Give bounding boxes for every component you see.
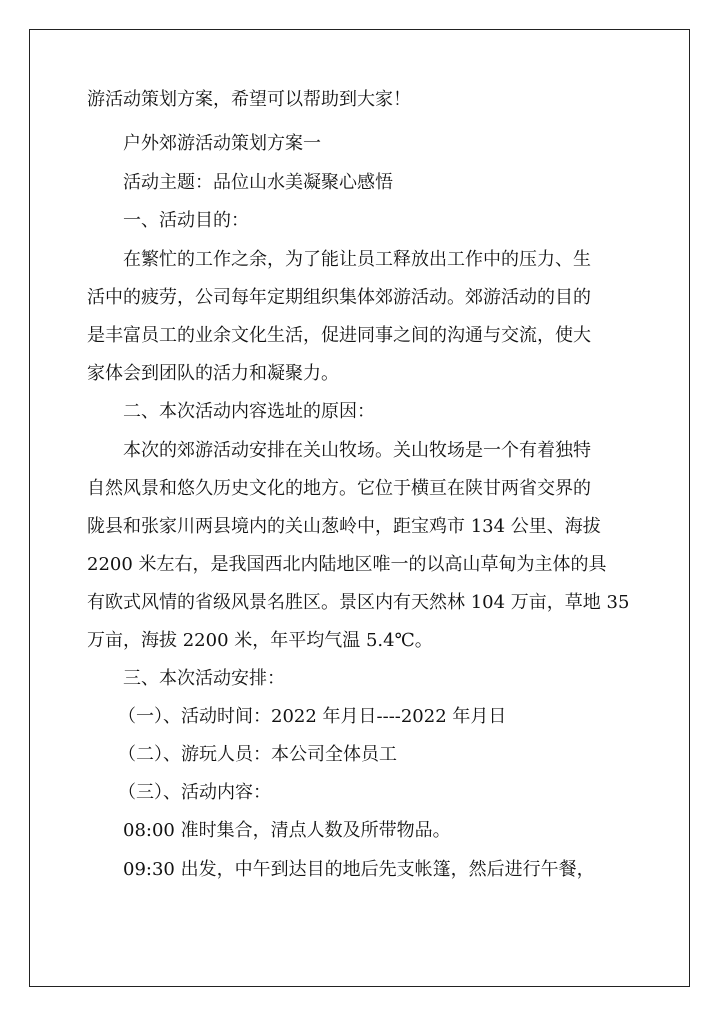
document-title: 户外郊游活动策划方案一	[123, 133, 321, 154]
section3-heading: 三、本次活动安排：	[123, 668, 285, 689]
schedule-item: 09:30 出发，中午到达目的地后先支帐篷，然后进行午餐，	[123, 859, 595, 880]
section2-heading: 二、本次活动内容选址的原因：	[123, 401, 375, 422]
arrangement-time: （一）、活动时间：2022 年月日----2022 年月日	[118, 706, 507, 727]
section2-paragraph-line: 自然风景和悠久历史文化的地方。它位于横亘在陕甘两省交界的	[87, 478, 591, 499]
section1-heading: 一、活动目的：	[123, 210, 249, 231]
intro-tail-line: 游活动策划方案，希望可以帮助到大家！	[87, 89, 411, 110]
section1-paragraph-line: 在繁忙的工作之余，为了能让员工释放出工作中的压力、生	[123, 249, 591, 270]
arrangement-people: （二）、游玩人员：本公司全体员工	[118, 744, 397, 765]
schedule-item: 08:00 准时集合，清点人数及所带物品。	[123, 820, 451, 841]
section2-paragraph-line: 2200 米左右，是我国西北内陆地区唯一的以高山草甸为主体的具	[87, 554, 607, 575]
section1-paragraph-line: 是丰富员工的业余文化生活，促进同事之间的沟通与交流，使大	[87, 325, 591, 346]
section2-paragraph-line: 本次的郊游活动安排在关山牧场。关山牧场是一个有着独特	[123, 440, 591, 461]
section2-paragraph-line: 万亩，海拔 2200 米，年平均气温 5.4℃。	[87, 630, 433, 651]
section1-paragraph-line: 家体会到团队的活力和凝聚力。	[87, 363, 339, 384]
section2-paragraph-line: 陇县和张家川两县境内的关山葱岭中，距宝鸡市 134 公里、海拔	[87, 516, 601, 537]
arrangement-content: （三）、活动内容：	[118, 782, 271, 803]
section1-paragraph-line: 活中的疲劳，公司每年定期组织集体郊游活动。郊游活动的目的	[87, 287, 591, 308]
activity-theme: 活动主题：品位山水美凝聚心感悟	[123, 172, 393, 193]
section2-paragraph-line: 有欧式风情的省级风景名胜区。景区内有天然林 104 万亩，草地 35	[87, 592, 630, 613]
